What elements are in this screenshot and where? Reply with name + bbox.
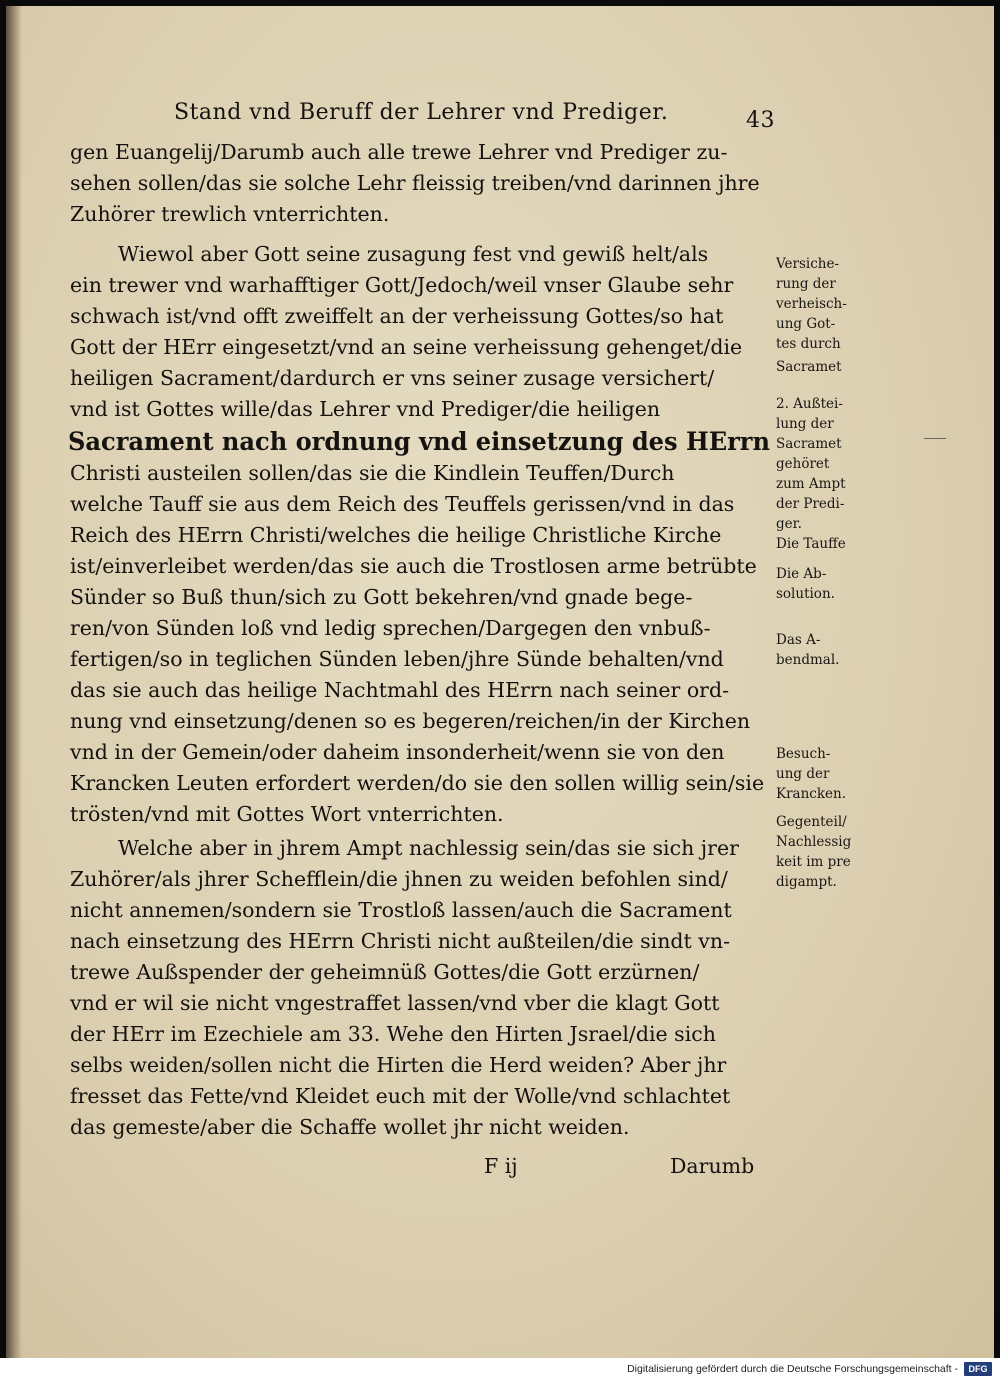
margin-note: gehöret — [776, 456, 830, 472]
book-page — [6, 6, 994, 1358]
text-line: vnd in der Gemein/oder daheim insonderheit/wenn sie von den — [70, 740, 725, 764]
text-line: ren/von Sünden loß vnd ledig sprechen/Dargegen den vnbuß- — [70, 616, 711, 640]
text-line: welche Tauff sie aus dem Reich des Teuffels gerissen/vnd in das — [70, 492, 735, 516]
margin-note: zum Ampt — [776, 476, 846, 492]
text-line: das sie auch das heilige Nachtmahl des HErrn nach seiner ord- — [70, 678, 730, 702]
margin-note: rung der — [776, 276, 836, 292]
catchword: Darumb — [670, 1154, 755, 1178]
dfg-logo: DFG — [964, 1362, 992, 1376]
margin-note: Sacramet — [776, 359, 842, 375]
margin-note: Die Ab- — [776, 566, 827, 582]
margin-note: Die Tauffe — [776, 536, 846, 552]
margin-note: 2. Außtei- — [776, 396, 843, 412]
running-head: Stand vnd Beruff der Lehrer vnd Prediger. — [174, 100, 669, 125]
text-line: Gott der HErr eingesetzt/vnd an seine verheissung gehenget/die — [70, 335, 743, 359]
text-line: fertigen/so in teglichen Sünden leben/jhre Sünde behalten/vnd — [70, 647, 724, 671]
text-line: Reich des HErrn Christi/welches die heilige Christliche Kirche — [70, 523, 722, 547]
text-line: vnd er wil sie nicht vngestraffet lassen/vnd vber die klagt Gott — [70, 991, 720, 1015]
margin-note: ger. — [776, 516, 802, 532]
text-line: heiligen Sacrament/dardurch er vns seiner zusage versichert/ — [70, 366, 715, 390]
text-line: Sacrament nach ordnung vnd einsetzung des HErrn — [68, 427, 771, 456]
digitization-footer — [0, 1358, 1000, 1380]
margin-note: solution. — [776, 586, 835, 602]
text-line: trösten/vnd mit Gottes Wort vnterrichten. — [70, 802, 504, 826]
text-line: selbs weiden/sollen nicht die Hirten die Herd weiden? Aber jhr — [70, 1053, 727, 1077]
margin-note: Besuch- — [776, 746, 831, 762]
text-line: vnd ist Gottes wille/das Lehrer vnd Prediger/die heiligen — [70, 397, 661, 421]
text-line: der HErr im Ezechiele am 33. Wehe den Hirten Jsrael/die sich — [70, 1022, 716, 1046]
text-line: Zuhörer trewlich vnterrichten. — [70, 202, 390, 226]
text-line: fresset das Fette/vnd Kleidet euch mit der Wolle/vnd schlachtet — [70, 1084, 731, 1108]
text-line: Christi austeilen sollen/das sie die Kindlein Teuffen/Durch — [70, 461, 675, 485]
margin-note: keit im pre — [776, 854, 851, 870]
page-binding-edge — [6, 6, 22, 1358]
text-line: ein trewer vnd warhafftiger Gott/Jedoch/weil vnser Glaube sehr — [70, 273, 734, 297]
signature-mark: F ij — [484, 1154, 518, 1178]
text-line: Zuhörer/als jhrer Schefflein/die jhnen zu weiden befohlen sind/ — [70, 867, 728, 891]
margin-note: ung Got- — [776, 316, 836, 332]
margin-note: der Predi- — [776, 496, 845, 512]
margin-note: ung der — [776, 766, 830, 782]
margin-mark — [924, 438, 946, 439]
margin-note: Gegenteil/ — [776, 814, 847, 830]
text-line: gen Euangelij/Darumb auch alle trewe Lehrer vnd Prediger zu- — [70, 140, 728, 164]
text-line: schwach ist/vnd offt zweiffelt an der verheissung Gottes/so hat — [70, 304, 724, 328]
margin-note: Versiche- — [776, 256, 840, 272]
text-line: Wiewol aber Gott seine zusagung fest vnd gewiß helt/als — [118, 242, 709, 266]
text-line: Welche aber in jhrem Ampt nachlessig sein/das sie sich jrer — [118, 836, 739, 860]
text-line: nach einsetzung des HErrn Christi nicht außteilen/die sindt vn- — [70, 929, 731, 953]
text-line: das gemeste/aber die Schaffe wollet jhr nicht weiden. — [70, 1115, 630, 1139]
margin-note: verheisch- — [776, 296, 847, 312]
text-line: nung vnd einsetzung/denen so es begeren/reichen/in der Kirchen — [70, 709, 751, 733]
margin-note: Nachlessig — [776, 834, 852, 850]
page-number: 43 — [746, 108, 775, 133]
text-line: trewe Außspender der geheimnüß Gottes/die Gott erzürnen/ — [70, 960, 700, 984]
margin-note: Sacramet — [776, 436, 842, 452]
margin-note: digampt. — [776, 874, 837, 890]
text-line: nicht annemen/sondern sie Trostloß lassen/auch die Sacrament — [70, 898, 732, 922]
text-line: sehen sollen/das sie solche Lehr fleissig treiben/vnd darinnen jhre — [70, 171, 760, 195]
text-line: Sünder so Buß thun/sich zu Gott bekehren/vnd gnade bege- — [70, 585, 693, 609]
margin-note: tes durch — [776, 336, 841, 352]
text-line: Krancken Leuten erfordert werden/do sie den sollen willig sein/sie — [70, 771, 765, 795]
funding-credit: Digitalisierung gefördert durch die Deutsche Forschungsgemeinschaft - — [627, 1363, 958, 1375]
text-line: ist/einverleibet werden/das sie auch die Trostlosen arme betrübte — [70, 554, 757, 578]
margin-note: Krancken. — [776, 786, 846, 802]
margin-note: Das A- — [776, 632, 821, 648]
margin-note: bendmal. — [776, 652, 840, 668]
margin-note: lung der — [776, 416, 834, 432]
